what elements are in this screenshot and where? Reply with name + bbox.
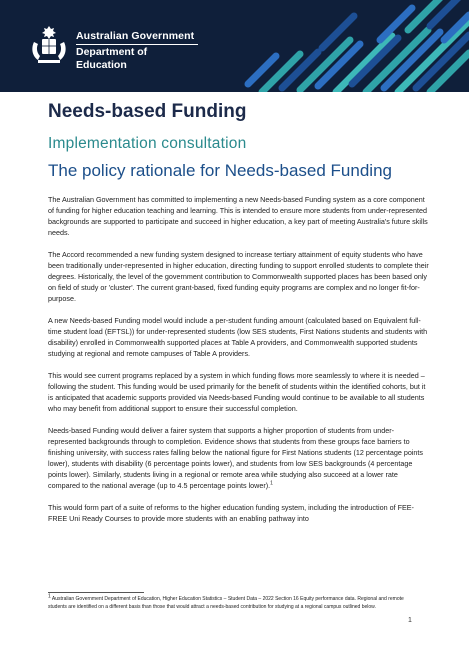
document-body	[48, 100, 430, 535]
footnote-number: 1	[48, 593, 51, 600]
paragraph-5-text: Needs-based Funding would deliver a fairer system that supports a higher proportion of students from under-represented backgrounds through to completion. Evidence shows that students from these groups face barriers to finishing university, with success rates falling below the national figure for First Nations students (12 percentage points lower), students with disability (6 percentage points lower), and students from low SES backgrounds (4 percentage points lower). Similarly, students living in a regional or remote area while studying also succeed at a lower rate compared to the national average (up to 4.5 percentage points lower).	[48, 426, 424, 490]
paragraph-3: A new Needs-based Funding model would include a per-student funding amount (calculated based on Equivalent full-time student load (EFTSL)) for under-represented students (low SES students, First Nations students and students with disability) enrolled in Commonwealth supported places at Table A providers, and Commonwealth supported students studying at regional and remote campuses of Table A providers.	[48, 316, 428, 358]
paragraph-1: The Australian Government has committed to implementing a new Needs-based Funding system as a core component of funding for higher education teaching and learning. This is intended to ensure more students from under-represented backgrounds are supported to participate and succeed in higher education, a key part of meeting Australia's future skills needs.	[48, 195, 428, 237]
paragraph-2: The Accord recommended a new funding system designed to increase tertiary attainment of equity students who have been traditionally under-represented in higher education, directing funding to support enrolled students to complete their degrees. Historically, the level of the government contribution to Commonwealth supported places has been based only on field of study or 'cluster'. The current grant-based, fixed funding equity programs are complex and no longer fit-for-purpose.	[48, 250, 429, 303]
government-logo	[28, 22, 198, 71]
paragraph-6: This would form part of a suite of reforms to the higher education funding system, including the introduction of FEE-FREE Uni Ready Courses to provide more students with an enabling pathway into	[48, 503, 414, 523]
document-title: Needs-based Funding	[48, 101, 247, 122]
page-number: 1	[408, 617, 412, 624]
footnote-reference[interactable]: 1	[270, 480, 273, 487]
government-name: Australian Government	[76, 30, 195, 42]
footnote-text: Australian Government Department of Education, Higher Education Statistics – Student Data – 2022 Section 16 Equity performance data. Regional and remote students are identified on a different basis than those that would attract a needs-based contribution for studying at a regional campus outlined below.	[48, 596, 404, 610]
body-paragraphs	[48, 194, 430, 524]
paragraph-5	[48, 425, 430, 491]
footnote	[48, 593, 424, 611]
coat-of-arms-icon	[28, 22, 70, 68]
document-subtitle: Implementation consultation	[48, 135, 247, 152]
section-heading: The policy rationale for Needs-based Funding	[48, 161, 392, 180]
department-name: Department of Education	[76, 44, 198, 72]
paragraph-4: This would see current programs replaced by a system in which funding flows more seamlessly to where it is needed – following the student. This funding would be used primarily for the benefit of students within the identified cohorts, but it is anticipated that academic supports provided via Needs-based Funding would continue to be available to all students who may benefit from additional support to ensure their successful completion.	[48, 371, 426, 413]
footnote-divider	[48, 592, 144, 593]
header-banner	[0, 0, 469, 92]
